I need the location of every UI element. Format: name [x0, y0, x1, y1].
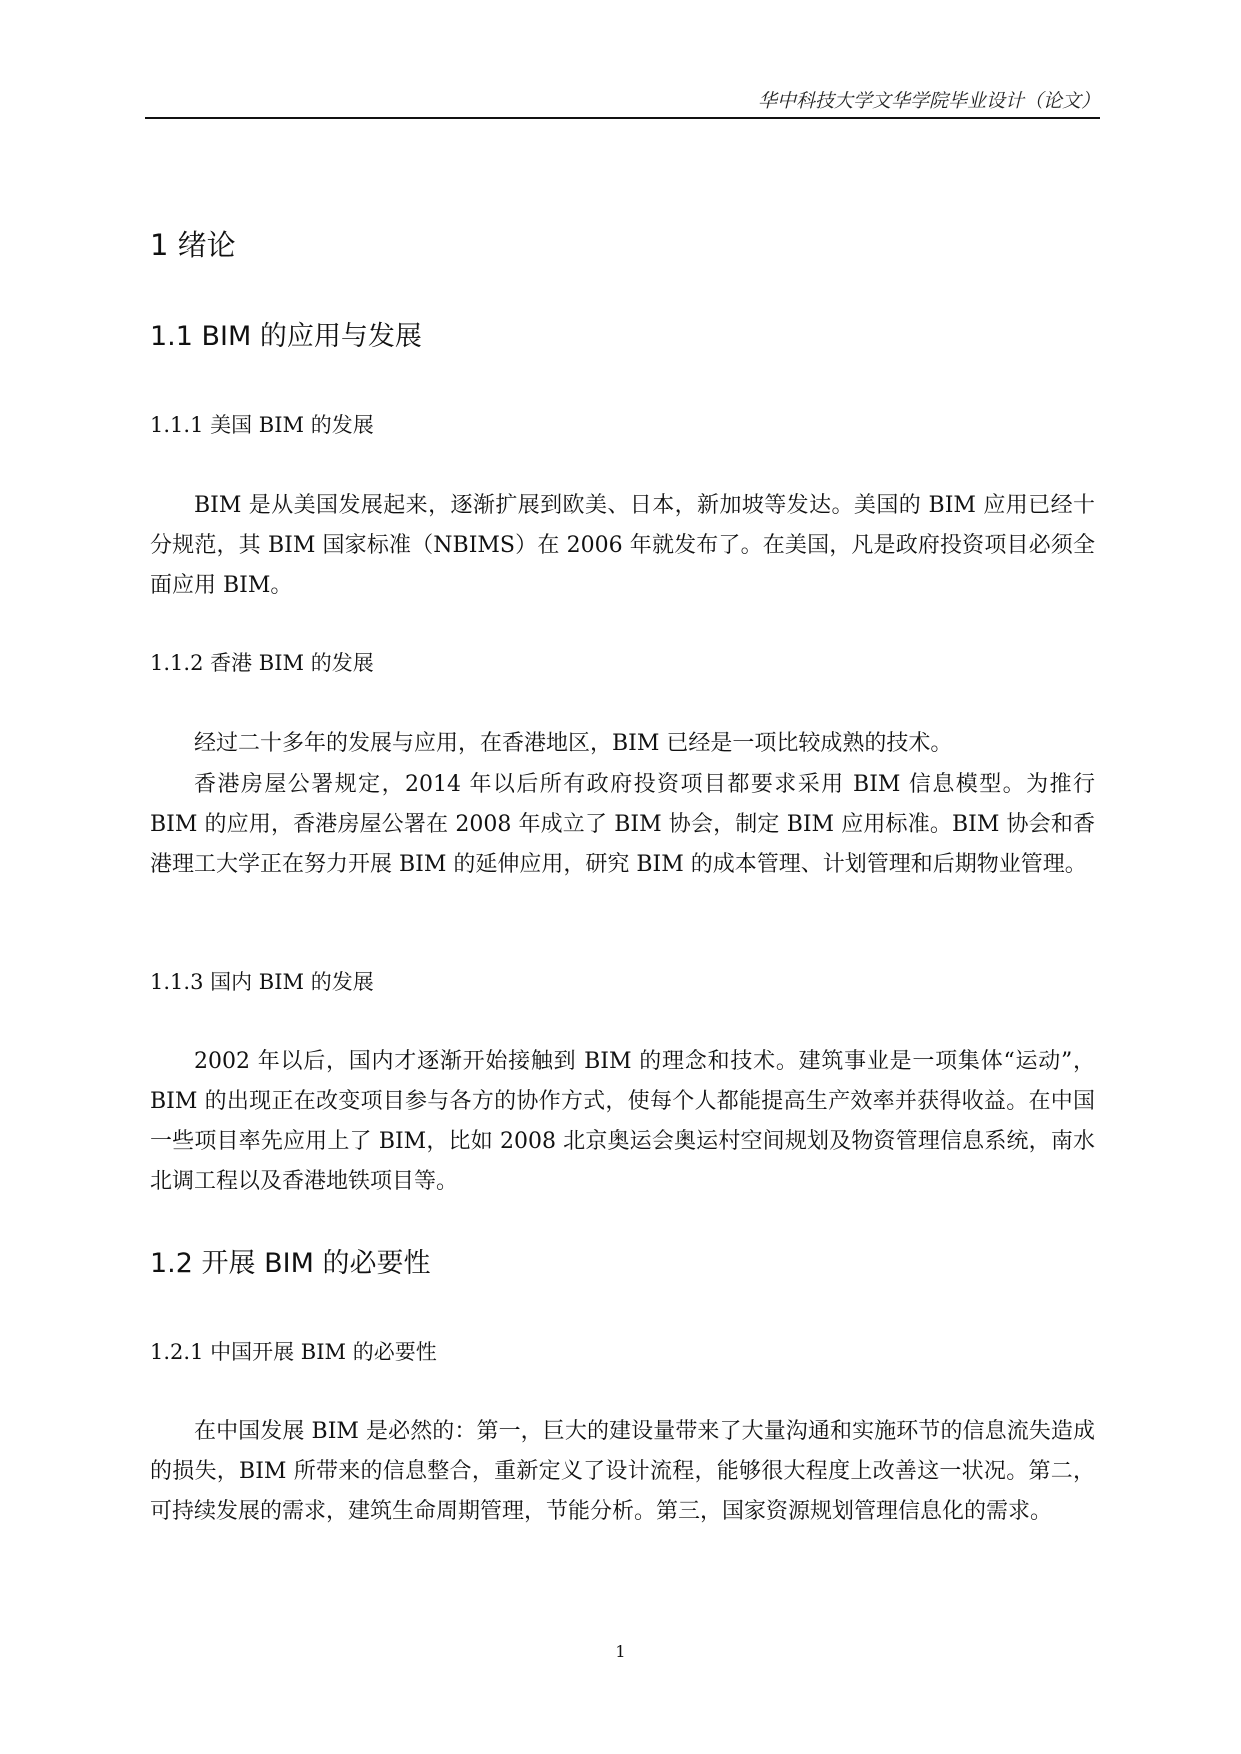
running-header: 华中科技大学文华学院毕业设计（论文）: [757, 90, 1100, 112]
page-number: 1: [615, 1642, 626, 1661]
chapter-heading: 1 绪论: [150, 228, 236, 262]
subsection-heading-domestic: 1.1.3 国内 BIM 的发展: [150, 970, 374, 994]
subsection-heading-us: 1.1.1 美国 BIM 的发展: [150, 413, 374, 437]
paragraph-china-necessity: 在中国发展 BIM 是必然的：第一，巨大的建设量带来了大量沟通和实施环节的信息流失造成的损失，BIM 所带来的信息整合，重新定义了设计流程，能够很大程度上改善这一状况。第二，可持续发展的需求，建筑生命周期管理，节能分析。第三，国家资源规划管理信息化的需求。: [150, 1419, 1095, 1524]
paragraph-hk-1: 经过二十多年的发展与应用，在香港地区，BIM 已经是一项比较成熟的技术。: [194, 731, 953, 756]
paragraph-hk-2: 香港房屋公署规定，2014 年以后所有政府投资项目都要求采用 BIM 信息模型。为推行 BIM 的应用，香港房屋公署在 2008 年成立了 BIM 协会，制定 BIM 应用标准。BIM 协会和香港理工大学正在努力开展 BIM 的延伸应用，研究 BIM 的成本管理、计划管理和后期物业管理。: [150, 772, 1095, 877]
paragraph-us: BIM 是从美国发展起来，逐渐扩展到欧美、日本，新加坡等发达。美国的 BIM 应用已经十分规范，其 BIM 国家标准（NBIMS）在 2006 年就发布了。在美国，凡是政府投资项目必须全面应用 BIM。: [150, 493, 1095, 598]
section-heading-necessity: 1.2 开展 BIM 的必要性: [150, 1248, 431, 1279]
header-rule: [145, 117, 1100, 119]
paragraph-domestic: 2002 年以后，国内才逐渐开始接触到 BIM 的理念和技术。建筑事业是一项集体“运动”，BIM 的出现正在改变项目参与各方的协作方式，使每个人都能提高生产效率并获得收益。在中国一些项目率先应用上了 BIM，比如 2008 北京奥运会奥运村空间规划及物资管理信息系统，南水北调工程以及香港地铁项目等。: [150, 1049, 1095, 1194]
subsection-heading-china-necessity: 1.2.1 中国开展 BIM 的必要性: [150, 1340, 437, 1364]
section-heading-bim-application: 1.1 BIM 的应用与发展: [150, 321, 422, 352]
subsection-heading-hk: 1.1.2 香港 BIM 的发展: [150, 651, 374, 675]
